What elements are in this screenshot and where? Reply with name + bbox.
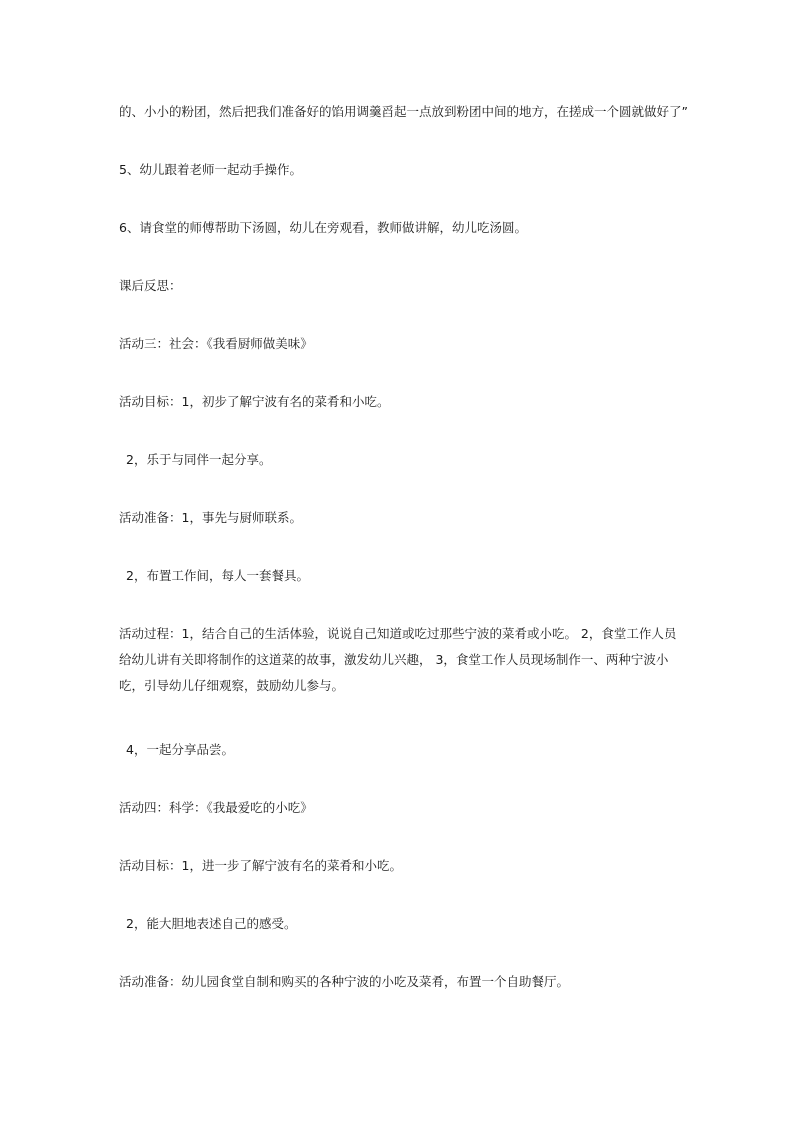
- activity-three-title: 活动三：社会：《我看厨师做美味》: [119, 336, 313, 351]
- activity-three-goal-2: 2，乐于与同伴一起分享。: [126, 452, 272, 467]
- activity-three-process-4: 4，一起分享品尝。: [126, 742, 234, 757]
- activity-four-goal-2: 2，能大胆地表述自己的感受。: [126, 916, 297, 931]
- paragraph-step-6: 6、请食堂的师傅帮助下汤圆，幼儿在旁观看，教师做讲解，幼儿吃汤圆。: [119, 220, 527, 235]
- activity-three-prep-2: 2，布置工作间，每人一套餐具。: [126, 568, 309, 583]
- reflection-heading: 课后反思：: [119, 278, 182, 293]
- activity-four-prep: 活动准备：幼儿园食堂自制和购买的各种宁波的小吃及菜肴，布置一个自助餐厅。: [119, 974, 570, 989]
- activity-three-prep-1: 活动准备：1，事先与厨师联系。: [119, 510, 302, 525]
- activity-three-process: 活动过程：1，结合自己的生活体验，说说自己知道或吃过那些宁波的菜肴或小吃。 2，食堂工作人员给幼儿讲有关即将制作的这道菜的故事，激发幼儿兴趣， 3，食堂工作人员现场制作一、两种宁波小吃，引导幼儿仔细观察，鼓励幼儿参与。: [119, 626, 677, 693]
- paragraph-line-1: 的、小小的粉团，然后把我们准备好的馅用调羹舀起一点放到粉团中间的地方，在搓成一个圆就做好了”: [119, 104, 688, 119]
- activity-three-goal-1: 活动目标：1，初步了解宁波有名的菜肴和小吃。: [119, 394, 390, 409]
- activity-four-title: 活动四：科学：《我最爱吃的小吃》: [119, 800, 313, 815]
- activity-four-goal-1: 活动目标：1，进一步了解宁波有名的菜肴和小吃。: [119, 858, 402, 873]
- paragraph-step-5: 5、幼儿跟着老师一起动手操作。: [119, 162, 302, 177]
